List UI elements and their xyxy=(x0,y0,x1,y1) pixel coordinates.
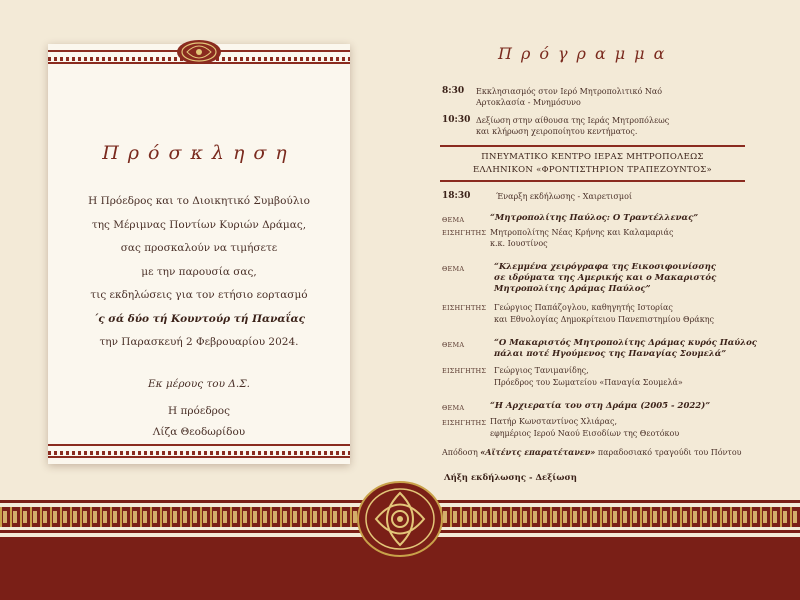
divider xyxy=(440,180,745,182)
talk-topic: πάλαι ποτέ Ηγούμενος της Παναγίας Σουμελά” xyxy=(494,349,727,359)
program-text: Εκκλησιασμός στον Ιερό Μητροπολιτικό Ναό xyxy=(476,87,663,96)
invitation-title: Πρόσκληση xyxy=(102,142,296,164)
song-line xyxy=(442,447,742,457)
talk-speaker: Μητροπολίτης Νέας Κρήνης και Καλαμαριάς xyxy=(490,228,674,237)
talk-topic: “Κλεμμένα χειρόγραφα της Εικοσιφοινίσσης xyxy=(494,262,717,272)
program-text: και κλήρωση χειροποίητου κεντήματος. xyxy=(476,127,638,136)
speaker-label: ΕΙΣΗΓΗΤΗΣ xyxy=(442,229,487,237)
divider xyxy=(440,145,745,147)
invitation-line: Η Πρόεδρος και το Διοικητικό Συμβούλιο xyxy=(88,195,310,207)
invitation-line: τις εκδηλώσεις για τον ετήσιο εορτασμό xyxy=(90,289,308,301)
talk-speaker: Γεώργιος Παπάζογλου, καθηγητής Ιστορίας xyxy=(494,303,673,312)
talk-speaker: Γεώργιος Τανιμανίδης, xyxy=(494,366,589,375)
talk-speaker: Πρόεδρος του Σωματείου «Παναγία Σουμελά» xyxy=(494,378,683,387)
program-time: 8:30 xyxy=(442,86,465,96)
speaker-label: ΕΙΣΗΓΗΤΗΣ xyxy=(442,419,487,427)
card-border-bottom xyxy=(48,444,350,458)
talk-topic: σε ιδρύματα της Αμερικής και ο Μακαριστός xyxy=(494,273,717,283)
song-suffix: παραδοσιακό τραγούδι του Πόντου xyxy=(595,448,742,457)
topic-label: ΘΕΜΑ xyxy=(442,404,465,412)
medallion-icon xyxy=(174,38,224,66)
talk-speaker: Πατήρ Κωνσταντίνος Χλιάρας, xyxy=(490,417,618,426)
topic-label: ΘΕΜΑ xyxy=(442,216,465,224)
program-title: Πρόγραμμα xyxy=(498,44,674,63)
song-prefix: Απόδοση xyxy=(442,448,481,457)
talk-topic: Μητροπολίτης Δράμας Παύλος” xyxy=(494,284,651,294)
invitation-line: σας προσκαλούν να τιμήσετε xyxy=(120,242,278,254)
topic-label: ΘΕΜΑ xyxy=(442,265,465,273)
program-text: Δεξίωση στην αίθουσα της Ιεράς Μητροπόλεως xyxy=(476,116,670,125)
signature-role: Η πρόεδρος xyxy=(167,405,231,417)
invitation-signature xyxy=(48,374,350,443)
venue-line: ΕΛΛΗΝΙΚΟΝ «ΦΡΟΝΤΙΣΤΗΡΙΟΝ ΤΡΑΠΕΖΟΥΝΤΟΣ» xyxy=(472,165,713,175)
talk-speaker: εφημέριος Ιερού Ναού Εισοδίων της Θεοτόκου xyxy=(490,429,680,438)
closing-line: Λήξη εκδήλωσης - Δεξίωση xyxy=(444,473,577,483)
speaker-label: ΕΙΣΗΓΗΤΗΣ xyxy=(442,304,487,312)
talk-speaker: και Εθνολογίας Δημοκρίτειου Πανεπιστημίου Θράκης xyxy=(494,315,714,324)
invitation-date: την Παρασκευή 2 Φεβρουαρίου 2024. xyxy=(99,336,299,348)
talk-topic: “Ο Μακαριστός Μητροπολίτης Δράμας κυρός Παύλος xyxy=(494,338,757,348)
talk-topic: “Η Αρχιερατία του στη Δράμα (2005 - 2022)” xyxy=(490,401,711,411)
celtic-knot-icon xyxy=(356,480,444,558)
program-time: 18:30 xyxy=(442,191,471,201)
program-time: 10:30 xyxy=(442,115,471,125)
signature-on-behalf: Εκ μέρους του Δ.Σ. xyxy=(148,378,250,390)
venue-line: ΠΝΕΥΜΑΤΙΚΟ ΚΕΝΤΡΟ ΙΕΡΑΣ ΜΗΤΡΟΠΟΛΕΩΣ xyxy=(481,152,704,162)
invitation-event-name: ΄ς σά δύο τή Κουντούρ τή Παναΐας xyxy=(92,312,306,325)
program-text: Έναρξη εκδήλωσης - Χαιρετισμοί xyxy=(496,192,633,201)
invitation-line: με την παρουσία σας, xyxy=(141,265,257,278)
invitation-line: της Μέριμνας Ποντίων Κυριών Δράμας, xyxy=(91,218,307,231)
song-title: «Αϊτέντς επαρατέτανεν» xyxy=(480,447,596,457)
program-text: Αρτοκλασία - Μνημόσυνο xyxy=(476,98,581,107)
invitation-body xyxy=(48,190,350,355)
talk-topic: “Μητροπολίτης Παύλος: Ο Τραντέλλενας” xyxy=(490,213,699,223)
talk-speaker: κ.κ. Ιουστίνος xyxy=(490,239,548,248)
topic-label: ΘΕΜΑ xyxy=(442,341,465,349)
speaker-label: ΕΙΣΗΓΗΤΗΣ xyxy=(442,367,487,375)
invitation-card xyxy=(48,44,350,464)
signature-name: Λίζα Θεοδωρίδου xyxy=(152,426,246,438)
